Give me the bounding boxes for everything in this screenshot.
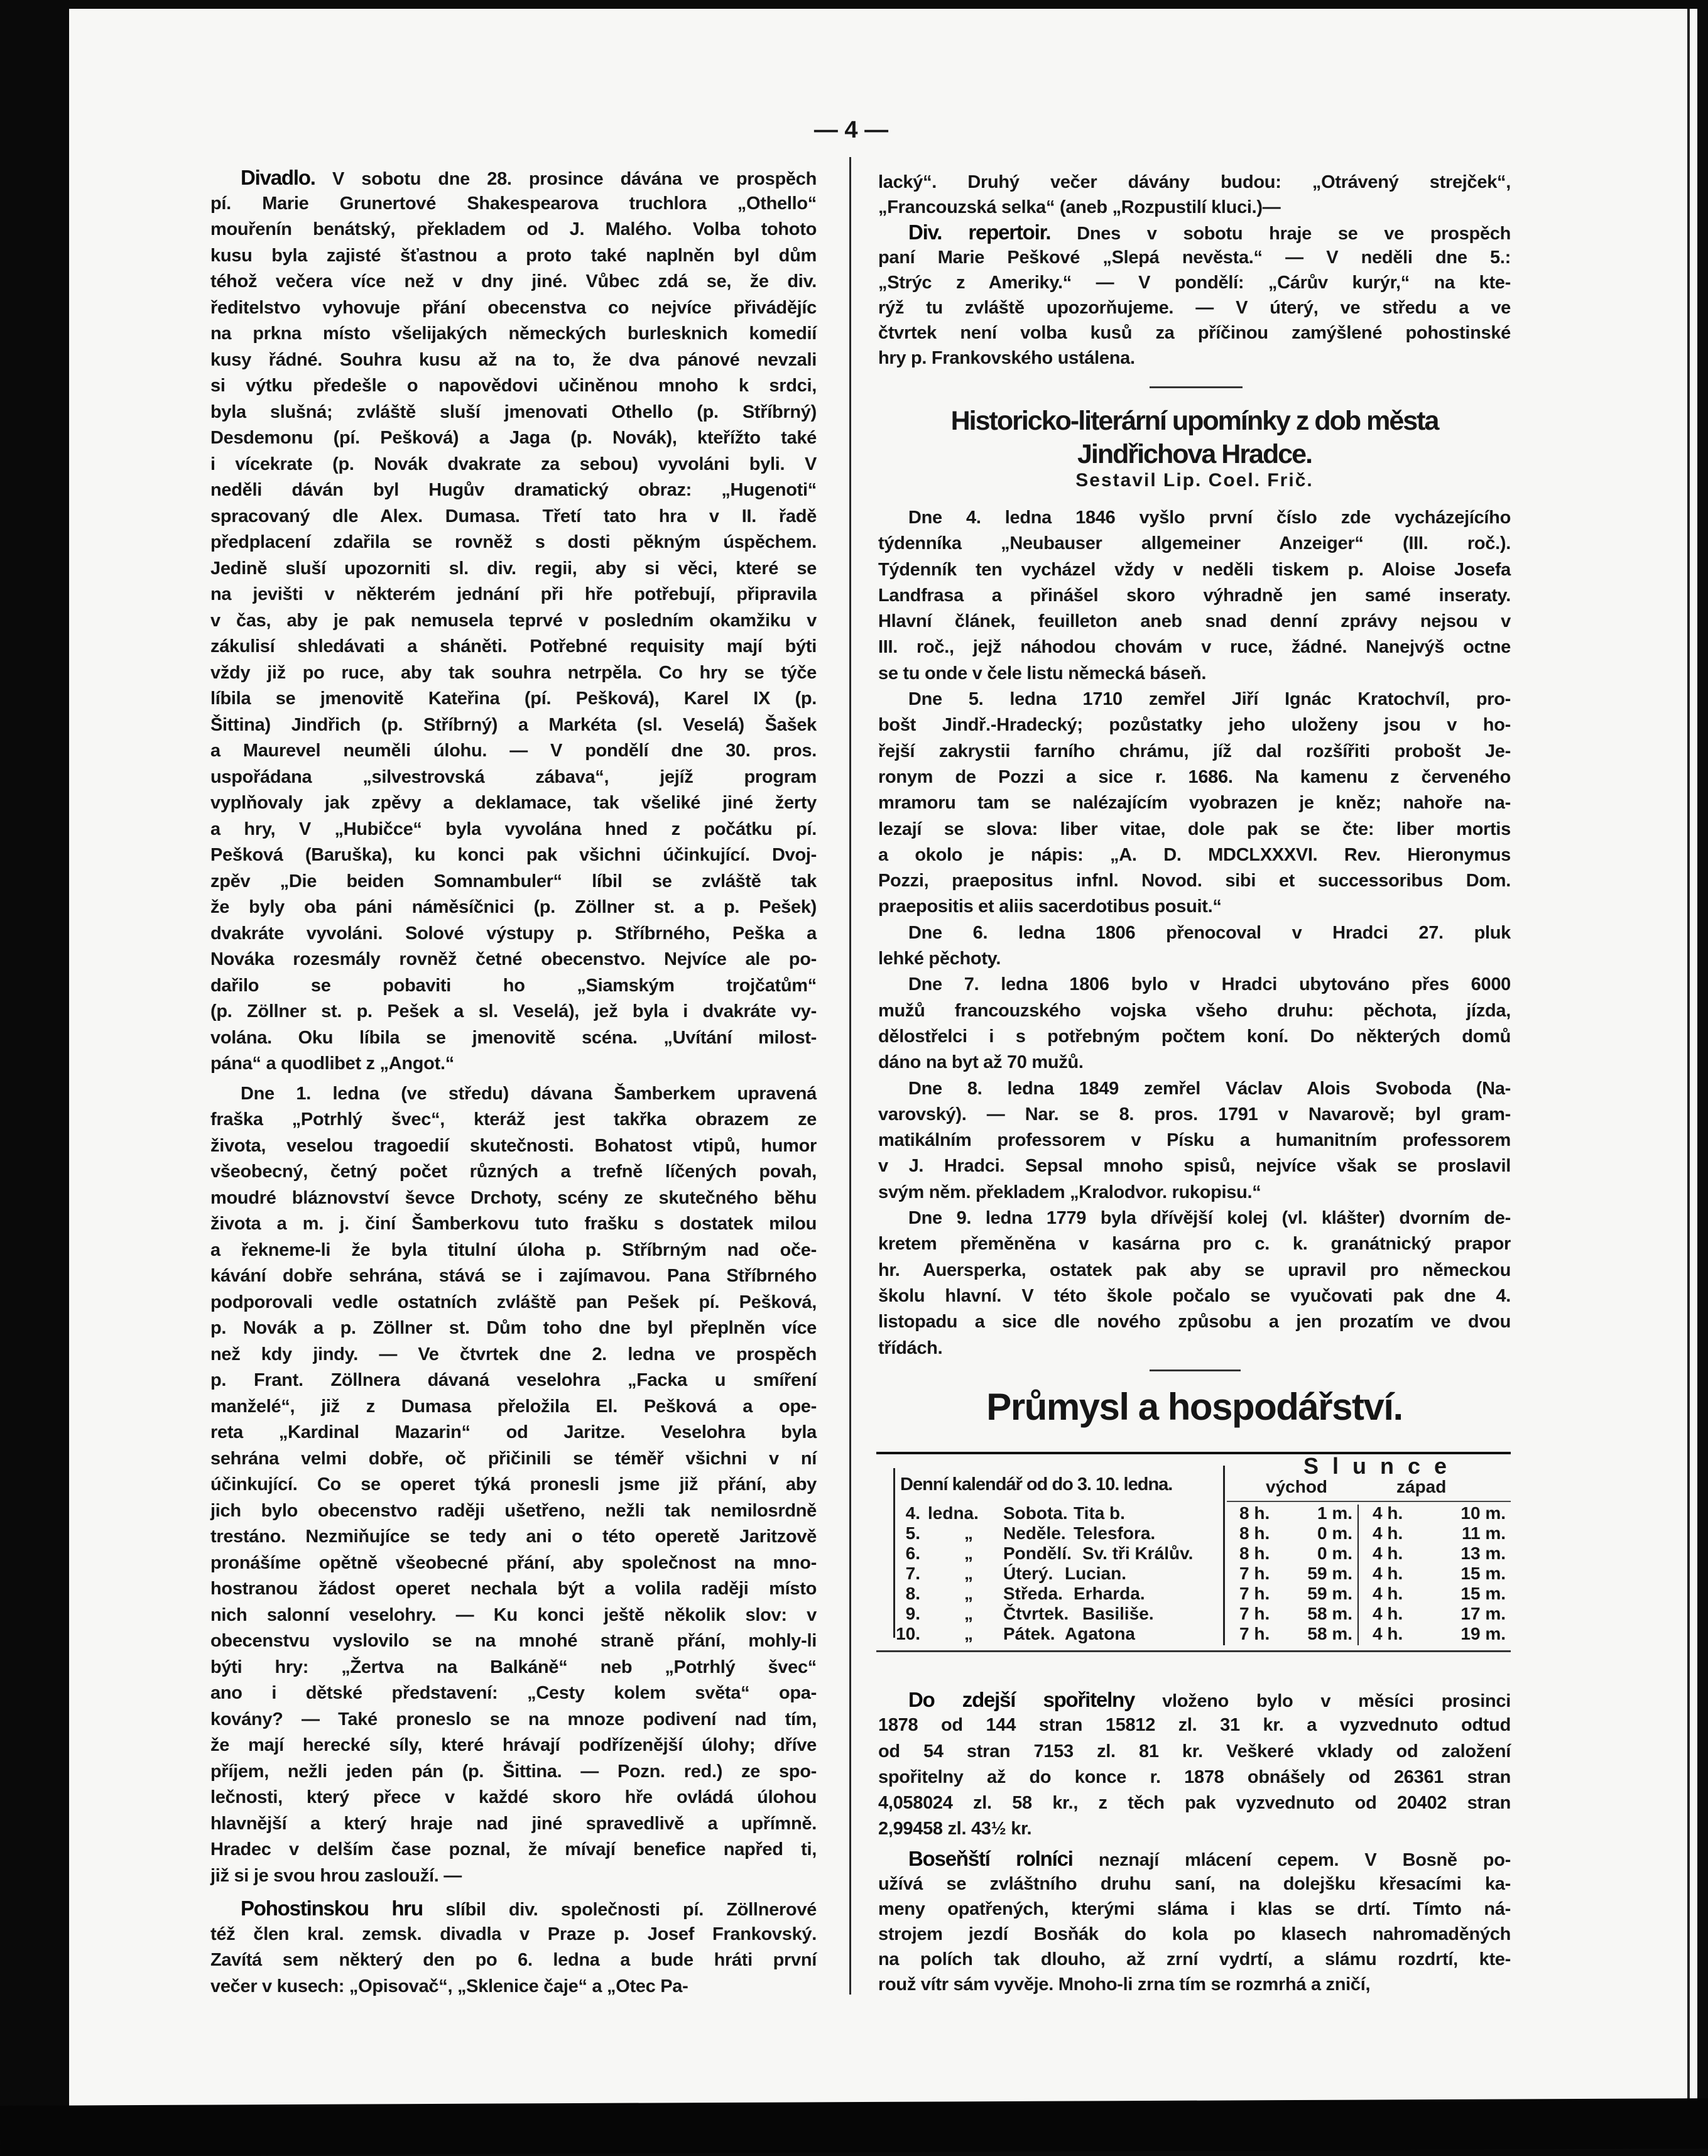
text-line: v čas, aby je pak nemusela teprvé v posledním okamžiku v	[210, 610, 817, 631]
text-line: 1878 od 144 stran 15812 zl. 31 kr. a vyzvednuto odtud	[878, 1715, 1511, 1736]
calendar-day: Úterý.	[1003, 1564, 1053, 1583]
text-line: si výtku předešle o napovědovi učiněnou mnoho k srdci,	[210, 376, 817, 396]
text-line: lehké pěchoty.	[878, 949, 1001, 969]
text-line: Šittina) Jindřich (p. Stříbrný) a Markéta (sl. Veselá) Šašek	[210, 714, 817, 735]
text-line: dvakráte vyvoláni. Solové výstupy p. Stříbrného, Peška a	[210, 923, 817, 944]
calendar-day: Čtvrtek.	[1003, 1604, 1069, 1623]
calendar-set-h: 4 h.	[1373, 1564, 1403, 1583]
text-line: života, veselou tragoedií skutečnosti. Bohatost vtipů, humor	[210, 1135, 817, 1156]
column-divider	[849, 157, 851, 1995]
text-line: mouřenín benátský, překladem od J. Malého. Volba tohoto	[210, 219, 817, 239]
text-line: Dne 8. ledna 1849 zemřel Václav Alois Svoboda (Na-	[908, 1078, 1511, 1099]
calendar-saint: Agatona	[1065, 1624, 1135, 1643]
text-line: pí. Marie Grunertové Shakespearova truchlora „Othello“	[210, 193, 817, 214]
calendar-row	[876, 1584, 1511, 1604]
text-line: rouž vítr sám vyvěje. Mnoho-li zrna tím se rozmrhá a zničí,	[878, 1974, 1371, 1995]
calendar-set-h: 4 h.	[1373, 1584, 1403, 1603]
article-divadlo	[210, 165, 817, 1077]
calendar-saint: Sv. tři Králův.	[1082, 1544, 1194, 1563]
text-line: (p. Zöllner st. p. Pešek a sl. Veselá), jež byla i dvakráte vy-	[210, 1001, 817, 1021]
history-entry	[878, 505, 1511, 687]
text-line: spracovaný dle Alex. Dumasa. Třetí tato hra v II. řadě	[210, 506, 817, 526]
text-line: neděli dáván byl Hugův dramatický obraz: „Hugenoti“	[210, 480, 817, 500]
text-line: že byly oba páni náměsíčnici (p. Zöllner st. a p. Pešek)	[210, 897, 817, 917]
text-line: hlavnější a který hraje nad jiné spravedlivě a upřímně.	[210, 1813, 817, 1834]
calendar-rise-h: 7 h.	[1239, 1564, 1270, 1583]
text-line: trestáno. Nezmiňujíce se tedy ani o této operetě Jaritzově	[210, 1527, 817, 1547]
history-entry	[878, 1076, 1511, 1206]
text-line: pronášíme opětně všeobecné přání, aby společnost na mno-	[210, 1552, 817, 1573]
text-line: uspořádana „silvestrovská zábava“, jejíž program	[210, 766, 817, 787]
calendar-rise-h: 8 h.	[1239, 1544, 1270, 1563]
text-line: p. Novák a p. Zöllner st. Dům toho dne byl přeplněn více	[210, 1318, 817, 1338]
sun-header: Slunce	[1303, 1453, 1461, 1479]
calendar-set-m: 10 m.	[1461, 1503, 1506, 1523]
text-line: sehrána velmi dobře, oč přičinili se téměř všichni v ní	[210, 1448, 817, 1469]
text-line: na polích tak dlouho, až zrní vydrtí, a slámu rozdrtí, kte-	[878, 1949, 1511, 1969]
text-line: v J. Hradci. Sepsal mnoho spisů, nejvíce však se proslavil	[878, 1156, 1511, 1177]
right-column-top	[878, 170, 1511, 371]
text-line: lečnosti, který přece v každé skoro hře ovládá úlohou	[210, 1787, 817, 1807]
text-line: rýž tu zvláště upozorňujeme. — V úterý, ve středu a ve	[878, 298, 1511, 318]
calendar-row	[876, 1503, 1511, 1523]
text-line: ředitelstvo vyhovuje přání obecenstva co nejvíce přivádějíc	[210, 297, 817, 318]
text-line: svým něm. překladem „Kralodvor. rukopisu.“	[878, 1182, 1261, 1202]
calendar-set-h: 4 h.	[1373, 1624, 1403, 1643]
text-line: zpěv „Die beiden Somnambuler“ líbil se zvláště tak	[210, 871, 817, 891]
article-lead: Div. repertoir.	[908, 220, 1051, 244]
calendar-num: 5.	[905, 1523, 920, 1543]
text-line: na jevišti v některém jednání při hře potřebují, připravila	[210, 584, 817, 604]
calendar-set-h: 4 h.	[1373, 1503, 1403, 1523]
history-entry	[878, 972, 1511, 1075]
text-line: účinkující. Co se operet týká pronesli jsme již přání, aby	[210, 1474, 817, 1494]
article-dne-1-ledna	[210, 1081, 817, 1890]
history-column	[878, 505, 1511, 1361]
calendar-set-h: 4 h.	[1373, 1544, 1403, 1563]
table-subheader-rule	[1227, 1501, 1511, 1502]
text-line: volána. Oku líbila se jmenovitě scéna. „Uvítání milost-	[210, 1027, 817, 1048]
history-entry	[878, 1206, 1511, 1361]
left-column	[210, 165, 817, 2000]
section-rule	[1150, 1369, 1241, 1371]
text-line: Divadlo. V sobotu dne 28. prosince dávána ve prospěch	[241, 166, 817, 189]
text-line: pána“ a quodlibet z „Angot.“	[210, 1054, 454, 1074]
calendar-rise-h: 8 h.	[1239, 1523, 1270, 1543]
text-line: moudré bláznovství ševce Drchoty, scény ze skutečného běhu	[210, 1187, 817, 1208]
text-line: líbila se jmenovitě Kateřina (pí. Pešková), Karel IX (p.	[210, 689, 817, 709]
calendar-set-m: 11 m.	[1461, 1523, 1506, 1543]
text-line: Landfrasa a přinášel skoro výhradně jen samé inseraty.	[878, 585, 1511, 606]
text-line: školu hlavní. V této škole počalo se vyučovati pak dne 4.	[878, 1285, 1511, 1306]
calendar-row	[876, 1564, 1511, 1584]
text-line: matikálním professorem v Písku a humanitním professorem	[878, 1130, 1511, 1151]
calendar-num: 7.	[905, 1564, 920, 1583]
text-line: předplacení zdařila se rovněž s dosti pěkným úspěchem.	[210, 532, 817, 552]
sunrise-header: východ	[1266, 1477, 1328, 1496]
text-line: hry p. Frankovského ustálena.	[878, 348, 1135, 368]
sunset-header: západ	[1396, 1477, 1447, 1496]
calendar-rise-m: 58 m.	[1307, 1604, 1352, 1623]
text-line: lezají se slova: liber vitae, dole pak se čte: liber mortis	[878, 819, 1511, 839]
article-savings	[878, 1687, 1511, 1843]
text-line: strojem jezdí Bosňák do kola po klasech nahromaděných	[878, 1924, 1511, 1944]
text-line: Týdenník ten vycházel vždy v neděli tiskem p. Aloise Josefa	[878, 559, 1511, 580]
text-line: fraška „Potrhlý švec“, kteráž jest takřka obrazem ze	[210, 1109, 817, 1130]
text-line: příjem, nežli jeden pán (p. Šittina. — Pozn. red.) ze spo-	[210, 1761, 817, 1782]
calendar-row	[876, 1624, 1511, 1644]
calendar-day: Pondělí.	[1003, 1544, 1072, 1563]
text-line: třídách.	[878, 1337, 943, 1358]
text-line: paní Marie Peškové „Slepá nevěsta.“ — V neděli dne 5.:	[878, 248, 1511, 268]
section-title-prumysl: Průmysl a hospodářství.	[986, 1386, 1403, 1428]
text-line: čtvrtek není volba kusů za příčinou zamýšlené pohostinské	[878, 323, 1511, 343]
text-line: Hlavní článek, feuilleton aneb snad denní zprávy nejsou v	[878, 611, 1511, 632]
text-line: hr. Auersperka, ostatek pak aby se upravil pro německou	[878, 1260, 1511, 1280]
text-line: manželé“, již z Dumasa přeložila El. Pešková a ope-	[210, 1396, 817, 1417]
text-line: Desdemonu (pí. Pešková) a Jaga (p. Novák), kteřížto také	[210, 428, 817, 448]
text-line: a hry, V „Hubičce“ byla vyvolána hned z počátku pí.	[210, 819, 817, 839]
text-line: lacký“. Druhý večer dávány budou: „Otrávený strejček“,	[878, 172, 1511, 192]
text-line: Pohostinskou hru slíbil div. společnosti pí. Zöllnerové	[241, 1897, 817, 1920]
text-line: a okolo je nápis: „A. D. MDCLXXXVI. Rev. Hieronymus	[878, 844, 1511, 865]
calendar-day: Středa.	[1003, 1584, 1063, 1603]
text-line: řejší zakrystii farního chrámu, jíž dal rozšířiti probošt Je-	[878, 741, 1511, 761]
calendar-month: „	[964, 1523, 973, 1543]
calendar-set-m: 17 m.	[1461, 1604, 1506, 1623]
calendar-rise-m: 59 m.	[1307, 1564, 1352, 1583]
text-line: jich bylo obecenstvo raději ušetřeno, nežli tak nemilosrdně	[210, 1500, 817, 1521]
text-line: všeobecný, četný počet různých a trefně líčených povah,	[210, 1162, 817, 1182]
text-line: mužů francouzského vojska všeho druhu: pěchota, jízda,	[878, 1000, 1511, 1021]
daily-calendar-table	[876, 1452, 1511, 1652]
calendar-day: Neděle.	[1003, 1523, 1066, 1543]
calendar-set-m: 13 m.	[1461, 1544, 1506, 1563]
calendar-saint: Basiliše.	[1082, 1604, 1154, 1623]
calendar-rise-h: 7 h.	[1239, 1624, 1270, 1643]
text-line: a Maurevel neuměli úlohu. — V pondělí dne 30. pros.	[210, 741, 817, 761]
text-line: varovský). — Nar. se 8. pros. 1791 v Navarově; byl gram-	[878, 1104, 1511, 1124]
text-line: Do zdejší spořitelny vloženo bylo v měsíci prosinci	[908, 1688, 1511, 1711]
text-line: listopadu a sice dle nového způsobu a jen prozatím ve dvou	[878, 1312, 1511, 1332]
history-entry	[878, 687, 1511, 920]
text-line: než kdy jindy. — Ve čtvrtek dne 2. ledna ve prospěch	[210, 1344, 817, 1364]
text-line: užívá se zvláštního druhu saní, na dolejšku křesacími ka-	[878, 1873, 1511, 1894]
article-lead: Boseňští rolníci	[908, 1846, 1073, 1870]
text-line: obecenstvu vyslovilo se na mnohé straně přání, mohly-li	[210, 1631, 817, 1651]
text-line: dařilo se pobaviti ho „Siamským trojčatům“	[210, 975, 817, 996]
text-line: 4,058024 zl. 58 kr., z těch pak vyzvednuto od 20402 stran	[878, 1793, 1511, 1814]
calendar-set-m: 19 m.	[1461, 1624, 1506, 1643]
text-line: Div. repertoir. Dnes v sobotu hraje se ve prospěch	[908, 220, 1511, 244]
calendar-saint: Erharda.	[1074, 1584, 1145, 1603]
calendar-month: „	[964, 1584, 973, 1603]
article-pohostinska-hra	[210, 1895, 817, 2000]
text-line: reta „Kardinal Mazarin“ od Jaritze. Veselohra byla	[210, 1422, 817, 1442]
calendar-day: Sobota.	[1003, 1503, 1068, 1523]
text-line: Nováka rozesmály rovněž četné obecenstvo. Nejvíce ale po-	[210, 949, 817, 969]
text-line: Dne 9. ledna 1779 byla dřívější kolej (vl. klášter) dvorním de-	[908, 1208, 1511, 1229]
calendar-month: „	[964, 1624, 973, 1643]
calendar-rise-m: 58 m.	[1307, 1624, 1352, 1643]
text-line: byla slušná; zvláště sluší jmenovati Othello (p. Stříbrný)	[210, 401, 817, 422]
calendar-set-h: 4 h.	[1373, 1604, 1403, 1623]
text-line: III. roč., jejž náhodou chovám v ruce, žádné. Nanejvýš octne	[878, 637, 1511, 658]
calendar-month: „	[964, 1604, 973, 1623]
text-line: ronym de Pozzi a sice r. 1686. Na kamenu z červeného	[878, 766, 1511, 787]
text-line: podporovali vedle ostatních zvláště pan Pešek pí. Pešková,	[210, 1292, 817, 1312]
text-line: vždy již po ruce, aby tak souhra netrpěla. Co hry se týče	[210, 662, 817, 683]
text-line: kusy řádné. Souhra kusu až na to, že dva pánové nevzali	[210, 349, 817, 370]
calendar-num: 6.	[905, 1544, 920, 1563]
text-line: Dne 5. ledna 1710 zemřel Jiří Ignác Kratochvíl, pro-	[908, 689, 1511, 710]
text-line: též člen kral. zemsk. divadla v Praze p. Josef Frankovský.	[210, 1924, 817, 1944]
text-line: a řekneme-li že byla titulní úloha p. Stříbrným nad oče-	[210, 1239, 817, 1260]
text-line: ano i dětské představení: „Cesty kolem světa“ opa-	[210, 1683, 817, 1703]
text-line: Dne 6. ledna 1806 přenocoval v Hradci 27. pluk	[908, 922, 1511, 943]
history-entry	[878, 920, 1511, 972]
text-line: Pešková (Baruška), ku konci pak všichni účinkující. Dvoj-	[210, 845, 817, 865]
text-line: „Francouzská selka“ (aneb „Rozpustilí kluci.)—	[878, 197, 1281, 217]
history-byline: Sestavil Lip. Coel. Frič.	[1075, 470, 1314, 491]
economy-column	[878, 1687, 1511, 1997]
page-edge-line	[1687, 9, 1690, 2101]
text-line: Dne 7. ledna 1806 bylo v Hradci ubytováno přes 6000	[908, 974, 1511, 995]
section-rule	[1150, 386, 1243, 388]
text-line: praepositis et aliis sacerdotibus posuit.“	[878, 896, 1222, 917]
text-line: Pozzi, praepositus infnl. Novod. sibi et successoribus Dom.	[878, 871, 1511, 891]
text-line: 2,99458 zl. 43½ kr.	[878, 1819, 1032, 1839]
calendar-month: „	[964, 1564, 973, 1583]
text-line: Jedině sluší upozorniti sl. div. regii, aby si věci, které se	[210, 558, 817, 579]
calendar-rise-m: 0 m.	[1317, 1544, 1352, 1563]
text-line: dělostřelci i s potřebným počtem koní. Do některých domů	[878, 1026, 1511, 1047]
calendar-rise-m: 0 m.	[1317, 1523, 1352, 1543]
calendar-set-m: 15 m.	[1461, 1584, 1506, 1603]
text-line: života a m. j. činí Šamberkovu tuto frašku s dostatek milou	[210, 1214, 817, 1234]
text-line: mramoru tam se nalézajícím vyobrazen je kněz; nahoře na-	[878, 793, 1511, 814]
text-line: kávání dobře sehrána, stává se i zajímavou. Pana Stříbrného	[210, 1266, 817, 1286]
text-line: téhož večera více než v dny jiné. Vůbec zdá se, že div.	[210, 271, 817, 291]
text-line: kretem přeměněna v kasárna pro c. k. granátnický prapor	[878, 1234, 1511, 1255]
text-line: Boseňští rolníci neznají mlácení cepem. V Bosně po-	[908, 1846, 1511, 1870]
calendar-row	[876, 1604, 1511, 1624]
calendar-set-h: 4 h.	[1373, 1523, 1403, 1543]
text-line: býti hry: „Žertva na Balkáně“ neb „Potrhlý švec“	[210, 1657, 817, 1677]
text-line: p. Frant. Zöllnera dávaná veselohra „Facka u smíření	[210, 1370, 817, 1390]
text-line: Hradec v delším čase poznal, že mívají benefice napřed ti,	[210, 1839, 817, 1859]
text-line: na prkna místo všelijakých německých burlesknich komedií	[210, 324, 817, 344]
calendar-num: 10.	[896, 1624, 920, 1643]
text-line: meny opatřených, kterými sláma i klas se drtí. Tímto ná-	[878, 1898, 1511, 1919]
article-repertoir	[878, 220, 1511, 371]
text-line: i vícekrate (p. Novák dvakrate za sebou) vyvoláni byli. V	[210, 454, 817, 474]
text-line: kovány? — Také proneslo se na mnoze podivení nad tím,	[210, 1709, 817, 1729]
text-line: bošt Jindř.-Hradecký; pozůstatky jeho uloženy jsou v ho-	[878, 715, 1511, 736]
text-line: „Strýc z Ameriky.“ — V pondělí: „Cárův kurýr,“ na kte-	[878, 273, 1511, 293]
calendar-rise-h: 7 h.	[1239, 1584, 1270, 1603]
calendar-row	[876, 1544, 1511, 1564]
text-line: od 54 stran 7153 zl. 81 kr. Veškeré vklady od založení	[878, 1741, 1511, 1761]
text-line: že mají herecké síly, které hrávají podřízenější úlohy; dříve	[210, 1735, 817, 1755]
calendar-rise-m: 59 m.	[1307, 1584, 1352, 1603]
history-title-line2: Jindřichova Hradce.	[1077, 439, 1312, 469]
text-line: již si je svou hrou zaslouží. —	[210, 1865, 462, 1886]
calendar-num: 4.	[905, 1503, 920, 1523]
calendar-title: Denní kalendář od do 3. 10. ledna.	[900, 1474, 1173, 1494]
calendar-saint: Lucian.	[1065, 1564, 1127, 1583]
page-number: — 4 —	[813, 117, 889, 143]
history-title-line1: Historicko-literární upomínky z dob města	[950, 406, 1439, 436]
text-line: dáno na byt až 70 mužů.	[878, 1052, 1084, 1073]
text-line: kusu byla zajisté šťastnou a proto také naplněn byl dům	[210, 245, 817, 266]
text-line: Dne 4. ledna 1846 vyšlo první číslo zde vycházejícího	[908, 508, 1511, 528]
text-line: zákulisí shledávati a sháněti. Potřebné requisity mají býti	[210, 636, 817, 656]
article-lead: Do zdejší spořitelny	[908, 1688, 1135, 1711]
scan-border	[0, 2098, 1708, 2156]
text-line: Dne 1. ledna (ve středu) dávana Šamberkem upravená	[241, 1083, 817, 1104]
calendar-row	[876, 1523, 1511, 1544]
calendar-num: 8.	[905, 1584, 920, 1603]
text-line: hostranou žádost operet nechala být a volila raději místo	[210, 1579, 817, 1599]
calendar-month: ledna.	[928, 1503, 979, 1523]
calendar-month: „	[964, 1544, 973, 1563]
article-continuation	[878, 170, 1511, 220]
calendar-saint: Tita b.	[1074, 1503, 1125, 1523]
article-lead: Divadlo.	[241, 166, 315, 189]
calendar-rise-h: 8 h.	[1239, 1503, 1270, 1523]
text-line: se tu onde v čele listu německá báseň.	[878, 663, 1207, 683]
text-line: večer v kusech: „Opisovač“, „Sklenice čaje“ a „Otec Pa-	[210, 1976, 688, 1996]
calendar-num: 9.	[905, 1604, 920, 1623]
calendar-rise-h: 7 h.	[1239, 1604, 1270, 1623]
text-line: Zavítá sem některý den po 6. ledna a bude hráti první	[210, 1950, 817, 1970]
text-line: vyplňovaly jak zpěvy a deklamace, tak všeliké jiné žerty	[210, 793, 817, 813]
text-line: spořitelny až do konce r. 1878 obnášely od 26361 stran	[878, 1767, 1511, 1787]
article-lead: Pohostinskou hru	[241, 1897, 423, 1920]
calendar-set-m: 15 m.	[1461, 1564, 1506, 1583]
calendar-rise-m: 1 m.	[1317, 1503, 1352, 1523]
calendar-saint: Telesfora.	[1074, 1523, 1156, 1543]
article-bosnian-farmers	[878, 1846, 1511, 1997]
text-line: týdenníka „Neubauser allgemeiner Anzeiger“ (III. roč.).	[878, 533, 1511, 554]
calendar-day: Pátek.	[1003, 1624, 1055, 1643]
text-line: nich salonní veselohry. — Ku konci ještě několik slov: v	[210, 1604, 817, 1625]
